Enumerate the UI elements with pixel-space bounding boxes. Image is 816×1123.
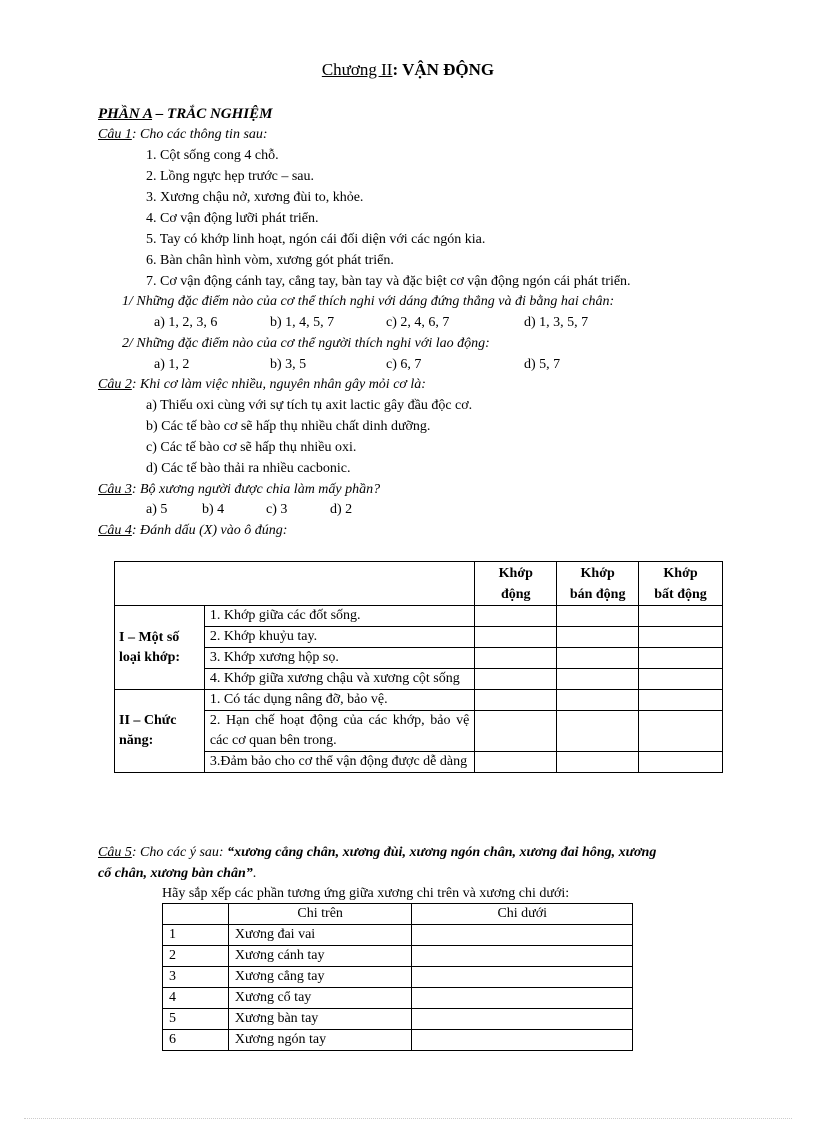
q1-item: 6. Bàn chân hình vòm, xương gót phát triển. bbox=[146, 253, 394, 268]
answer-cell[interactable] bbox=[412, 946, 633, 967]
page-bottom-rule bbox=[24, 1118, 792, 1119]
q5-quote-line2: cổ chân, xương bàn chân” bbox=[98, 866, 253, 881]
answer-cell[interactable] bbox=[412, 1030, 633, 1051]
answer-cell[interactable] bbox=[557, 752, 639, 773]
answer-cell[interactable] bbox=[475, 606, 557, 627]
answer-cell[interactable] bbox=[639, 627, 723, 648]
table-row: 4 Xương cổ tay bbox=[163, 988, 633, 1009]
answer-cell[interactable] bbox=[639, 752, 723, 773]
answer-cell[interactable] bbox=[475, 690, 557, 711]
answer-cell[interactable] bbox=[412, 988, 633, 1009]
q1-sub1-option-c: c) 2, 4, 6, 7 bbox=[386, 315, 450, 330]
q5-quote-continued: cổ chân, xương bàn chân”. bbox=[98, 866, 257, 881]
joints-table bbox=[114, 561, 723, 773]
answer-cell[interactable] bbox=[475, 752, 557, 773]
table-row: 2 Xương cánh tay bbox=[163, 946, 633, 967]
col-header-khop-dong: Khớp động bbox=[475, 562, 557, 606]
answer-cell[interactable] bbox=[475, 669, 557, 690]
answer-cell[interactable] bbox=[412, 967, 633, 988]
section-title: – TRẮC NGHIỆM bbox=[152, 106, 273, 122]
q2-option-d: d) Các tế bào thải ra nhiều cacbonic. bbox=[146, 461, 351, 476]
answer-cell[interactable] bbox=[639, 690, 723, 711]
q5-label: Câu 5 bbox=[98, 845, 132, 860]
table-row-label: 4. Khớp giữa xương chậu và xương cột sống bbox=[204, 669, 474, 690]
q2-option-b: b) Các tế bào cơ sẽ hấp thụ nhiều chất dinh dưỡng. bbox=[146, 419, 431, 434]
q5-prompt: Câu 5: Cho các ý sau: “xương cẳng chân, xương đùi, xương ngón chân, xương đai hông, xương bbox=[98, 845, 657, 860]
answer-cell[interactable] bbox=[557, 690, 639, 711]
table-row-label: 1. Khớp giữa các đốt sống. bbox=[204, 606, 474, 627]
answer-cell[interactable] bbox=[475, 648, 557, 669]
chapter-title bbox=[0, 60, 816, 80]
q1-sub1: 1/ Những đặc điểm nào của cơ thể thích nghi với dáng đứng thẳng và đi bằng hai chân: bbox=[122, 294, 615, 309]
q1-sub2-option-d: d) 5, 7 bbox=[524, 357, 561, 372]
table-row: 6 Xương ngón tay bbox=[163, 1030, 633, 1051]
table-row: 5 Xương bàn tay bbox=[163, 1009, 633, 1030]
bones-header-index bbox=[163, 904, 229, 925]
q1-item: 3. Xương chậu nở, xương đùi to, khỏe. bbox=[146, 190, 364, 205]
table-row: 3 Xương cẳng tay bbox=[163, 967, 633, 988]
answer-cell[interactable] bbox=[557, 627, 639, 648]
q1-item: 4. Cơ vận động lưỡi phát triển. bbox=[146, 211, 319, 226]
q2-option-c: c) Các tế bào cơ sẽ hấp thụ nhiều oxi. bbox=[146, 440, 357, 455]
section-part: PHẦN A bbox=[98, 106, 153, 122]
q1-sub1-option-d: d) 1, 3, 5, 7 bbox=[524, 315, 589, 330]
q1-sub2-option-a: a) 1, 2 bbox=[154, 357, 190, 372]
answer-cell[interactable] bbox=[557, 711, 639, 752]
q3-option-a: a) 5 bbox=[146, 502, 168, 517]
q1-item: 1. Cột sống cong 4 chỗ. bbox=[146, 148, 279, 163]
answer-cell[interactable] bbox=[557, 669, 639, 690]
answer-cell[interactable] bbox=[639, 711, 723, 752]
answer-cell[interactable] bbox=[475, 711, 557, 752]
answer-cell[interactable] bbox=[639, 669, 723, 690]
q3-label: Câu 3 bbox=[98, 482, 132, 497]
table-row-label: 3.Đảm bảo cho cơ thể vận động được dễ dàng bbox=[204, 752, 474, 773]
q1-item: 7. Cơ vận động cánh tay, cẳng tay, bàn tay và đặc biệt cơ vận động ngón cái phát triển. bbox=[146, 274, 631, 289]
q1-sub2: 2/ Những đặc điểm nào của cơ thể người thích nghi với lao động: bbox=[122, 336, 490, 351]
q3-prompt: Câu 3: Bộ xương người được chia làm mấy phần? bbox=[98, 482, 381, 497]
answer-cell[interactable] bbox=[639, 648, 723, 669]
table-row-label: 1. Có tác dụng nâng đỡ, bảo vệ. bbox=[204, 690, 474, 711]
col-header-khop-bat-dong: Khớp bất động bbox=[639, 562, 723, 606]
bones-header-lower: Chi dưới bbox=[412, 904, 633, 925]
table-row: 1 Xương đai vai bbox=[163, 925, 633, 946]
q4-label: Câu 4 bbox=[98, 523, 132, 538]
table-row-label: 2. Khớp khuỷu tay. bbox=[204, 627, 474, 648]
q1-label: Câu 1 bbox=[98, 127, 132, 142]
group-label-functions: II – Chức năng: bbox=[115, 690, 205, 773]
table-row-label: 3. Khớp xương hộp sọ. bbox=[204, 648, 474, 669]
group-label-joint-types: I – Một số loại khớp: bbox=[115, 606, 205, 690]
answer-cell[interactable] bbox=[412, 925, 633, 946]
answer-cell[interactable] bbox=[475, 627, 557, 648]
q1-sub2-option-c: c) 6, 7 bbox=[386, 357, 422, 372]
bones-table bbox=[162, 903, 633, 1051]
q1-item: 2. Lồng ngực hẹp trước – sau. bbox=[146, 169, 314, 184]
q3-option-d: d) 2 bbox=[330, 502, 353, 517]
chapter-label: Chương II bbox=[321, 60, 393, 79]
q3-option-c: c) 3 bbox=[266, 502, 288, 517]
q1-sub2-option-b: b) 3, 5 bbox=[270, 357, 307, 372]
answer-cell[interactable] bbox=[639, 606, 723, 627]
q2-label: Câu 2 bbox=[98, 377, 132, 392]
q5-instruction: Hãy sắp xếp các phần tương ứng giữa xương chi trên và xương chi dưới: bbox=[162, 886, 570, 901]
q1-prompt: Câu 1: Cho các thông tin sau: bbox=[98, 127, 268, 142]
answer-cell[interactable] bbox=[557, 606, 639, 627]
col-header-khop-ban-dong: Khớp bán động bbox=[557, 562, 639, 606]
section-heading bbox=[98, 104, 273, 124]
table-corner bbox=[115, 562, 475, 606]
q2-option-a: a) Thiếu oxi cùng với sự tích tụ axit lactic gây đầu độc cơ. bbox=[146, 398, 473, 413]
q3-option-b: b) 4 bbox=[202, 502, 225, 517]
q1-item: 5. Tay có khớp linh hoạt, ngón cái đối diện với các ngón kia. bbox=[146, 232, 486, 247]
q1-sub1-option-b: b) 1, 4, 5, 7 bbox=[270, 315, 335, 330]
q1-sub1-option-a: a) 1, 2, 3, 6 bbox=[154, 315, 218, 330]
bones-header-upper: Chi trên bbox=[228, 904, 412, 925]
q5-quote-line1: “xương cẳng chân, xương đùi, xương ngón chân, xương đai hông, xương bbox=[227, 845, 657, 860]
q2-prompt: Câu 2: Khi cơ làm việc nhiều, nguyên nhân gây mỏi cơ là: bbox=[98, 377, 426, 392]
table-row-label: 2. Hạn chế hoạt động của các khớp, bảo vệ các cơ quan bên trong. bbox=[204, 711, 474, 752]
answer-cell[interactable] bbox=[412, 1009, 633, 1030]
answer-cell[interactable] bbox=[557, 648, 639, 669]
q4-prompt: Câu 4: Đánh dấu (X) vào ô đúng: bbox=[98, 523, 288, 538]
chapter-name: : VẬN ĐỘNG bbox=[392, 60, 495, 79]
